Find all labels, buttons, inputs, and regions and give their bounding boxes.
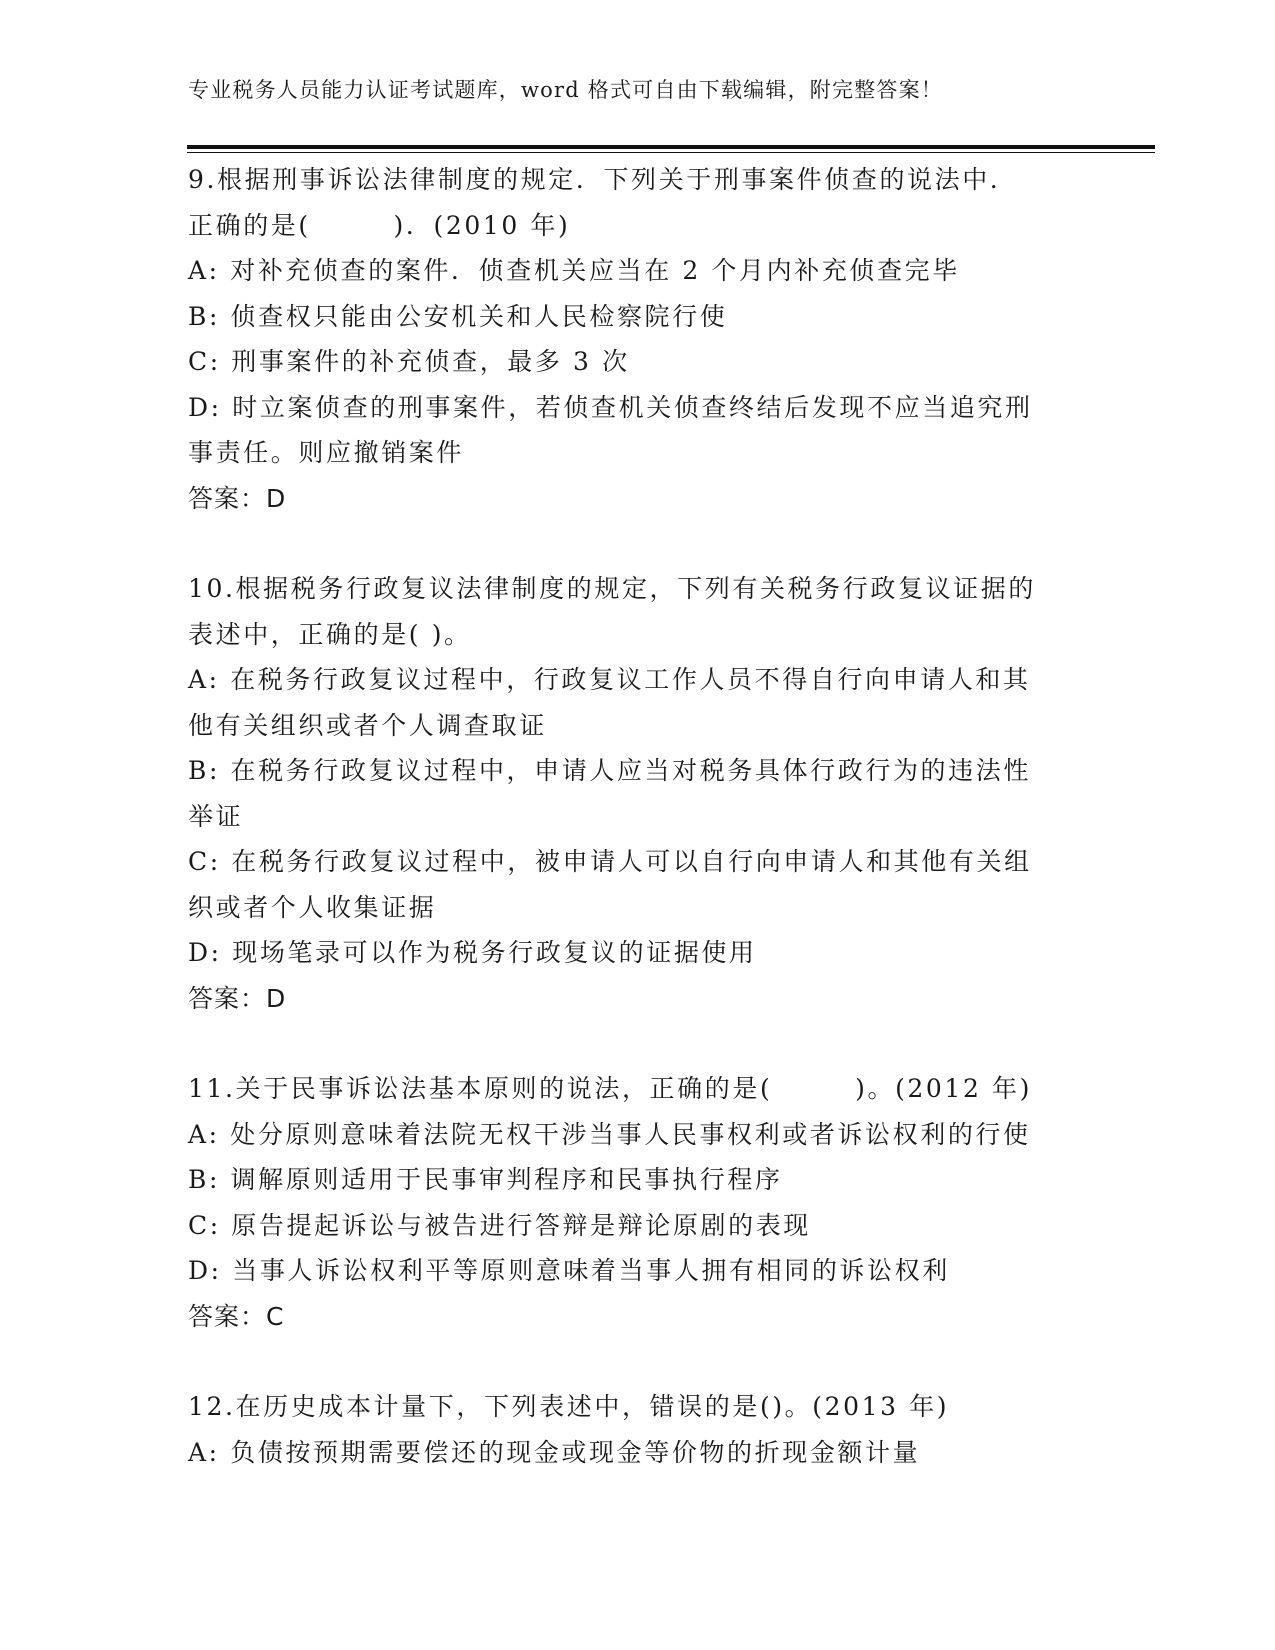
option-line: D: 时立案侦查的刑事案件，若侦查机关侦查终结后发现不应当追究刑 [188, 392, 1033, 422]
question-list [188, 157, 1078, 1475]
option-line: 事责任。则应撤销案件 [188, 438, 465, 467]
option-line: B: 侦查权只能由公安机关和人民检察院行使 [188, 301, 728, 331]
question-block [188, 1066, 1078, 1339]
option-line: A: 在税务行政复议过程中，行政复议工作人员不得自行向申请人和其 [188, 665, 1031, 694]
question-gap [188, 521, 1078, 566]
answer-line: 答案：C [188, 1301, 285, 1331]
question-line: 10.根据税务行政复议法律制度的规定，下列有关税务行政复议证据的 [188, 574, 1036, 603]
option-line: 织或者个人收集证据 [188, 892, 437, 922]
question-line: 正确的是( )．(2010 年) [188, 210, 571, 240]
option-line: 他有关组织或者个人调查取证 [188, 710, 547, 740]
answer-line: 答案：D [188, 483, 287, 513]
question-line: 12.在历史成本计量下，下列表述中，错误的是()。(2013 年) [188, 1392, 950, 1421]
option-line: D: 当事人诉讼权利平等原则意味着当事人拥有相同的诉讼权利 [188, 1256, 950, 1285]
question-block [188, 566, 1078, 1021]
question-line: 11.关于民事诉讼法基本原则的说法，正确的是( )。(2012 年) [188, 1074, 1032, 1103]
question-gap [188, 1339, 1078, 1384]
option-line: A: 对补充侦查的案件．侦查机关应当在 2 个月内补充侦查完毕 [188, 256, 960, 285]
header-rule-thin [187, 152, 1155, 153]
question-line: 9.根据刑事诉讼法律制度的规定．下列关于刑事案件侦查的说法中． [188, 165, 1018, 194]
page-header: 专业税务人员能力认证考试题库，word 格式可自由下载编辑，附完整答案！ [188, 78, 943, 102]
question-block [188, 1384, 1078, 1475]
option-line: A: 处分原则意味着法院无权干涉当事人民事权利或者诉讼权利的行使 [188, 1119, 1031, 1149]
option-line: C: 原告提起诉讼与被告进行答辩是辩论原剧的表现 [188, 1210, 811, 1240]
option-line: C: 在税务行政复议过程中，被申请人可以自行向申请人和其他有关组 [188, 847, 1032, 876]
option-line: 举证 [188, 801, 244, 831]
option-line: B: 在税务行政复议过程中，申请人应当对税务具体行政行为的违法性 [188, 756, 1031, 785]
answer-line: 答案：D [188, 983, 287, 1013]
option-line: A: 负债按预期需要偿还的现金或现金等价物的折现金额计量 [188, 1437, 921, 1467]
question-gap [188, 1021, 1078, 1066]
question-line: 表述中，正确的是( )。 [188, 619, 472, 649]
option-line: C: 刑事案件的补充侦查，最多 3 次 [188, 347, 630, 376]
header-rule-thick [187, 145, 1155, 149]
question-block [188, 157, 1078, 521]
option-line: B: 调解原则适用于民事审判程序和民事执行程序 [188, 1165, 783, 1194]
option-line: D: 现场笔录可以作为税务行政复议的证据使用 [188, 938, 757, 967]
